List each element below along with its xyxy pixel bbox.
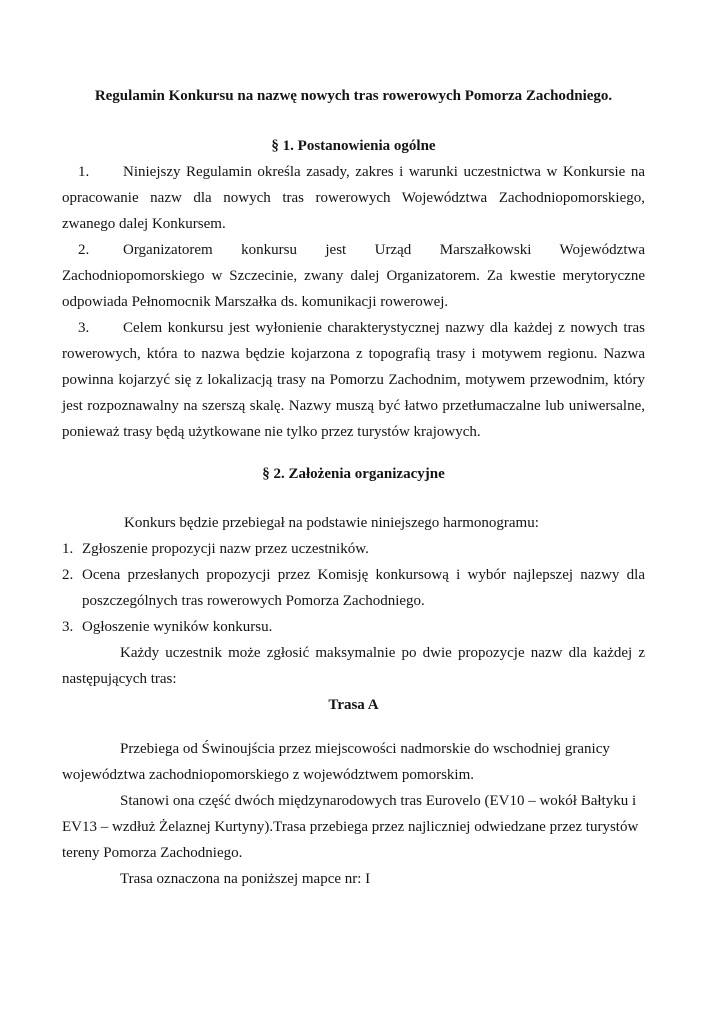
submission-limit-paragraph: Każdy uczestnik może zgłosić maksymalnie po dwie propozycje nazw dla każdej z następujących tras: <box>62 645 645 687</box>
paragraph-number: 2. <box>78 242 90 258</box>
schedule-item-1 <box>62 536 645 562</box>
route-a-paragraph-1: Przebiega od Świnoujścia przez miejscowości nadmorskie do wschodniej granicy województwa zachodniopomorskiego z województwem pomorskim. <box>62 741 610 783</box>
section-1-heading: § 1. Postanowienia ogólne <box>271 138 436 154</box>
list-item-number: 1. <box>62 541 74 557</box>
paragraph-number: 3. <box>78 320 90 336</box>
route-a-heading: Trasa A <box>328 697 379 713</box>
route-a-paragraph-2: Stanowi ona część dwóch międzynarodowych tras Eurovelo (EV10 – wokół Bałtyku i EV13 – wzdłuż Żelaznej Kurtyny).Trasa przebiega przez najliczniej odwiedzane przez turystów tereny Pomorza Zachodniego. <box>62 793 639 861</box>
section-1-paragraph-1 <box>62 159 645 237</box>
section-1-paragraph-3 <box>62 315 645 445</box>
paragraph-text: Organizatorem konkursu jest Urząd Marszałkowski Województwa Zachodniopomorskiego w Szczecinie, zwany dalej Organizatorem. Za kwestie merytoryczne odpowiada Pełnomocnik Marszałka ds. komunikacji rowerowej. <box>62 242 645 310</box>
paragraph-text: Niniejszy Regulamin określa zasady, zakres i warunki uczestnictwa w Konkursie na opracowanie nazw dla nowych tras rowerowych Województwa Zachodniopomorskiego, zwanego dalej Konkursem. <box>62 164 645 232</box>
section-2-heading: § 2. Założenia organizacyjne <box>262 466 445 482</box>
schedule-item-2 <box>62 562 645 614</box>
paragraph-text: Celem konkursu jest wyłonienie charakterystycznej nazwy dla każdej z nowych tras rowerowych, która to nazwa będzie kojarzona z topografią trasy i motywem regionu. Nazwa powinna kojarzyć się z lokalizacją trasy na Pomorzu Zachodnim, motywem przewodnim, który jest rozpoznawalny na szerszą skalę. Nazwy muszą być łatwo przetłumaczalne lub uniwersalne, ponieważ trasy będą użytkowane nie tylko przez turystów krajowych. <box>62 320 645 440</box>
list-item-number: 2. <box>62 567 74 583</box>
section-1-paragraph-2 <box>62 237 645 315</box>
paragraph-number: 1. <box>78 164 90 180</box>
list-item-text: Zgłoszenie propozycji nazw przez uczestników. <box>82 541 369 557</box>
list-item-text: Ogłoszenie wyników konkursu. <box>82 619 273 635</box>
schedule-intro: Konkurs będzie przebiegał na podstawie niniejszego harmonogramu: <box>124 515 539 531</box>
document-title: Regulamin Konkursu na nazwę nowych tras rowerowych Pomorza Zachodniego. <box>94 88 613 104</box>
list-item-number: 3. <box>62 619 74 635</box>
schedule-item-3 <box>62 614 645 640</box>
route-a-map-note: Trasa oznaczona na poniższej mapce nr: I <box>120 871 371 887</box>
list-item-text: Ocena przesłanych propozycji przez Komisję konkursową i wybór najlepszej nazwy dla poszczególnych tras rowerowych Pomorza Zachodniego. <box>82 567 645 609</box>
